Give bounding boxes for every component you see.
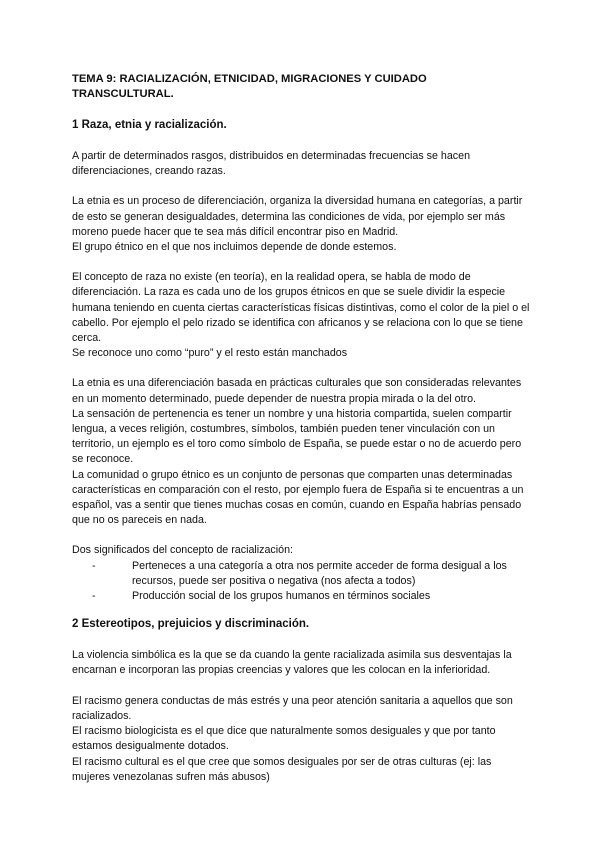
paragraph: A partir de determinados rasgos, distribuidos en determinadas frecuencias se hacen diferenciaciones, creando razas. [72, 150, 471, 178]
paragraph: Dos significados del concepto de racialización: [72, 544, 293, 557]
paragraph: El concepto de raza no existe (en teoría), en la realidad opera, se habla de modo de diferenciación. La raza es cada uno de los grupos étnicos en que se suele dividir la especie humana teniendo en cuenta ciertas características físicas distintivas, como el color de la piel o el cabello. Por ejemplo el pelo rizado se identifica con africanos y se relaciona con lo que se tiene cerca. [72, 271, 530, 345]
paragraph: Se reconoce uno como “puro” y el resto están manchados [72, 347, 348, 360]
paragraph: La etnia es una diferenciación basada en prácticas culturales que son consideradas relevantes en un momento determinado, puede depender de nuestra propia mirada o la del otro. [72, 377, 522, 405]
paragraph: La comunidad o grupo étnico es un conjunto de personas que comparten unas determinadas características en comparación con el resto, por ejemplo fuera de España si te encuentras a un español, vas a sentir que tienes muchas cosas en común, cuando en España habrías pensado que no os pareceis en nada. [72, 468, 524, 527]
paragraph: El racismo cultural es el que cree que somos desiguales por ser de otras culturas (ej: las mujeres venezolanas sufren más abusos) [72, 755, 492, 783]
paragraph: El racismo biologicista es el que dice que naturalmente somos desiguales y que por tanto estamos desigualmente dotados. [72, 725, 496, 753]
bullet-list [72, 559, 530, 605]
dash-bullet: - [92, 590, 96, 603]
document-title: TEMA 9: RACIALIZACIÓN, ETNICIDAD, MIGRACIONES Y CUIDADO TRANSCULTURAL. [72, 73, 427, 100]
list-item: - Perteneces a una categoría a otra nos permite acceder de forma desigual a los recursos, puede ser positiva o negativa (nos afecta a todos) [92, 559, 507, 587]
list-item: - Producción social de los grupos humanos en términos sociales [72, 589, 530, 604]
paragraph: La violencia simbólica es la que se da cuando la gente racializada asimila sus desventajas la encarnan e incorporan las propias creencias y valores que les colocan en la inferioridad. [72, 649, 512, 677]
paragraph: El racismo genera conductas de más estrés y una peor atención sanitaria a aquellos que son racializados. [72, 694, 513, 722]
paragraph: El grupo étnico en el que nos incluimos depende de donde estemos. [72, 241, 397, 254]
section-heading-1: 1 Raza, etnia y racialización. [72, 119, 227, 131]
paragraph: La etnia es un proceso de diferenciación, organiza la diversidad humana en categorías, a partir de esto se generan desigualdades, determina las condiciones de vida, por ejemplo ser más moreno puede hacer que te sea más difícil encontrar piso en Madrid. [72, 195, 523, 238]
section-heading-2: 2 Estereotipos, prejuicios y discriminación. [72, 618, 310, 631]
dash-bullet: - [92, 559, 96, 572]
paragraph: La sensación de pertenencia es tener un nombre y una historia compartida, suelen compartir lengua, a veces religión, costumbres, símbolos, también pueden tener vinculación con un territorio, un ejemplo es el toro como símbolo de España, se puede estar o no de acuerdo pero se reconoce. [72, 407, 522, 466]
